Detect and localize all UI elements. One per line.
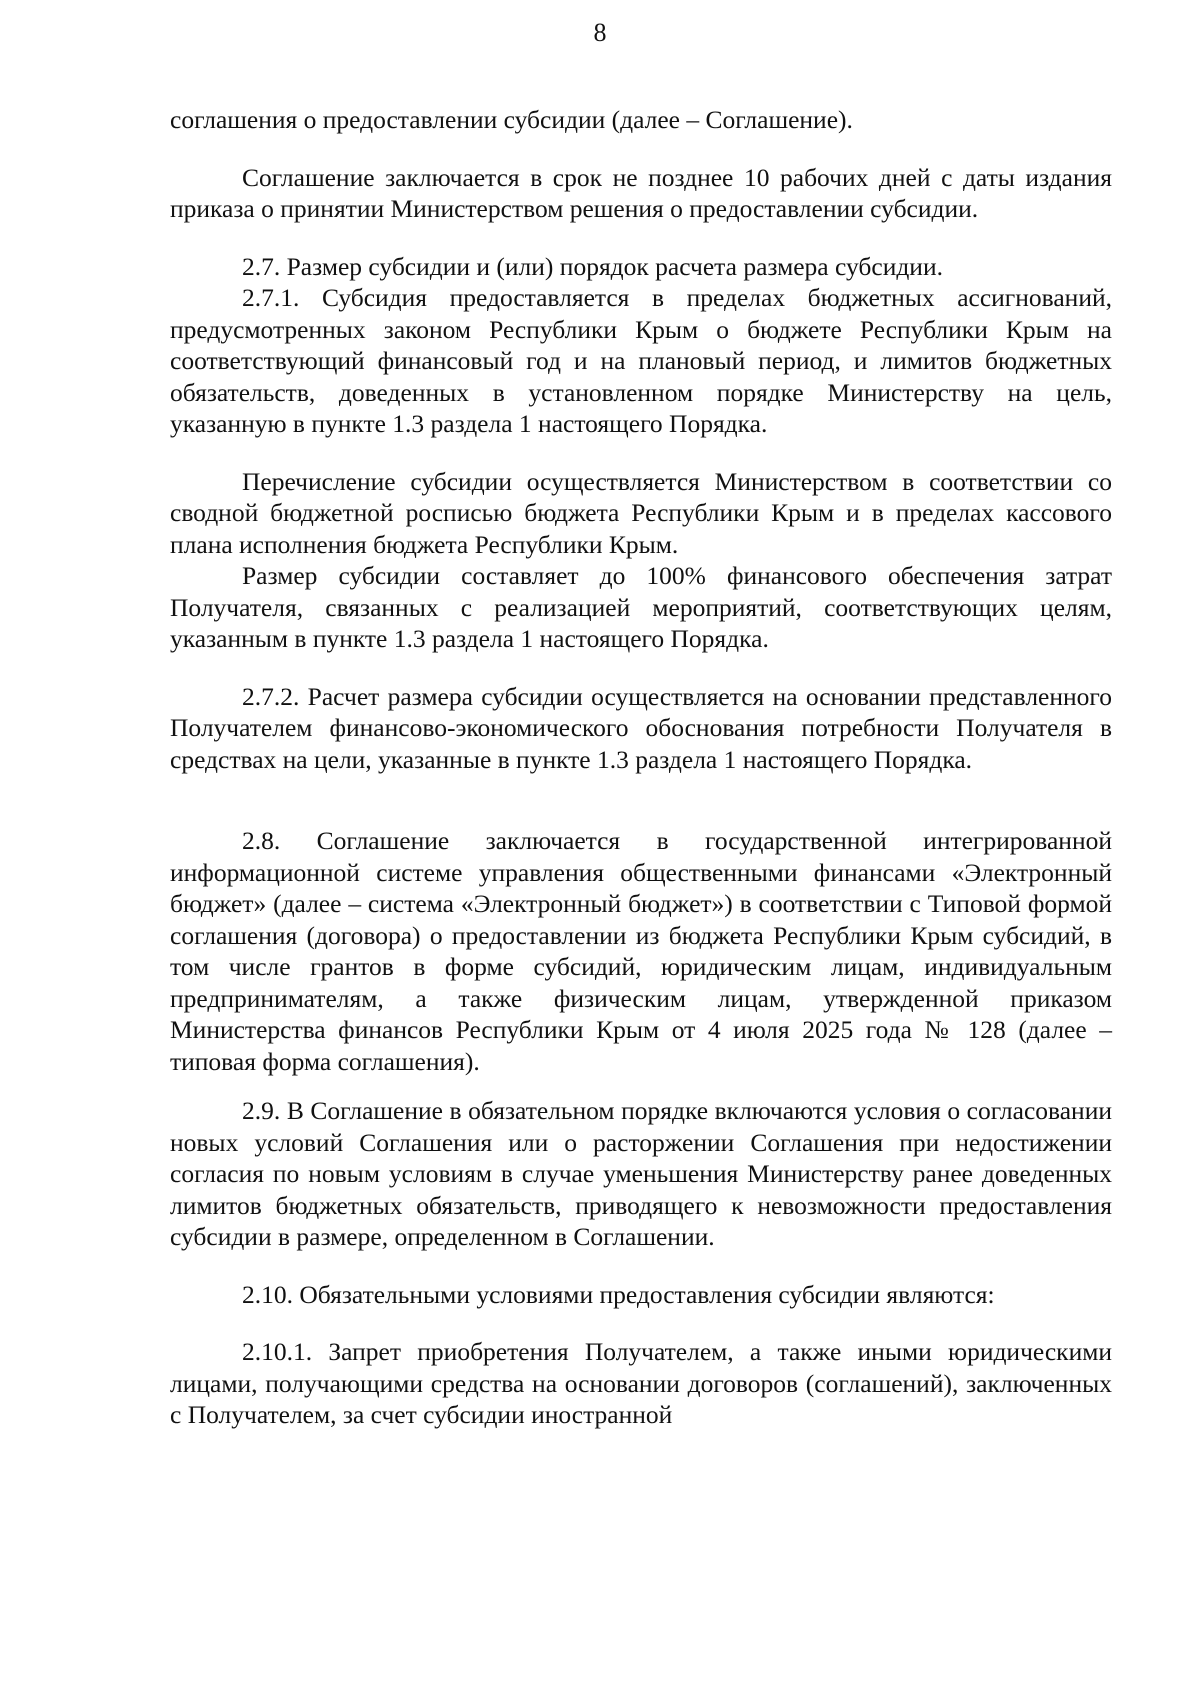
- paragraph-2-8: 2.8. Соглашение заключается в государственной интегрированной информационной системе управления общественными финансами «Электронный бюджет» (далее – система «Электронный бюджет») в соответствии с Типовой формой соглашения (договора) о предоставлении из бюджета Республики Крым субсидий, в том числе грантов в форме субсидий, юридическим лицам, индивидуальным предпринимателям, а также физическим лицам, утвержденной приказом Министерства финансов Республики Крым от 4 июля 2025 года № 128 (далее – типовая форма соглашения).: [170, 826, 1112, 1076]
- paragraph-2-9: 2.9. В Соглашение в обязательном порядке включаются условия о согласовании новых условий Соглашения или о расторжении Соглашения при недостижении согласия по новым условиям в случае уменьшения Министерству ранее доведенных лимитов бюджетных обязательств, приводящего к невозможности предоставления субсидии в размере, определенном в Соглашении.: [170, 1096, 1112, 1251]
- paragraph-subsidy-size: Размер субсидии составляет до 100% финансового обеспечения затрат Получателя, связанных с реализацией мероприятий, соответствующих целям, указанным в пункте 1.3 раздела 1 настоящего Порядка.: [170, 561, 1112, 653]
- paragraph-2-7-1: 2.7.1. Субсидия предоставляется в пределах бюджетных ассигнований, предусмотренных законом Республики Крым о бюджете Республики Крым на соответствующий финансовый год и на плановый период, и лимитов бюджетных обязательств, доведенных в установленном порядке Министерству на цель, указанную в пункте 1.3 раздела 1 настоящего Порядка.: [170, 283, 1112, 438]
- paragraph-2-10-1: 2.10.1. Запрет приобретения Получателем, а также иными юридическими лицами, получающими средства на основании договоров (соглашений), заключенных с Получателем, за счет субсидии иностранной: [170, 1337, 1112, 1429]
- paragraph-continuation: соглашения о предоставлении субсидии (далее – Соглашение).: [170, 105, 853, 134]
- paragraph-2-10: 2.10. Обязательными условиями предоставления субсидии являются:: [242, 1279, 995, 1309]
- paragraph-2-7-2: 2.7.2. Расчет размера субсидии осуществляется на основании представленного Получателем финансово-экономического обоснования потребности Получателя в средствах на цели, указанные в пункте 1.3 раздела 1 настоящего Порядка.: [170, 681, 1112, 774]
- paragraph-transfer: Перечисление субсидии осуществляется Министерством в соответствии со сводной бюджетной росписью бюджета Республики Крым и в пределах кассового плана исполнения бюджета Республики Крым.: [170, 466, 1112, 559]
- document-body: [170, 104, 1112, 1431]
- paragraph-agreement-term: Соглашение заключается в срок не позднее 10 рабочих дней с даты издания приказа о принятии Министерством решения о предоставлении субсидии.: [170, 162, 1112, 223]
- page-number: 8: [593, 18, 607, 47]
- paragraph-2-7-heading: 2.7. Размер субсидии и (или) порядок расчета размера субсидии.: [242, 251, 943, 281]
